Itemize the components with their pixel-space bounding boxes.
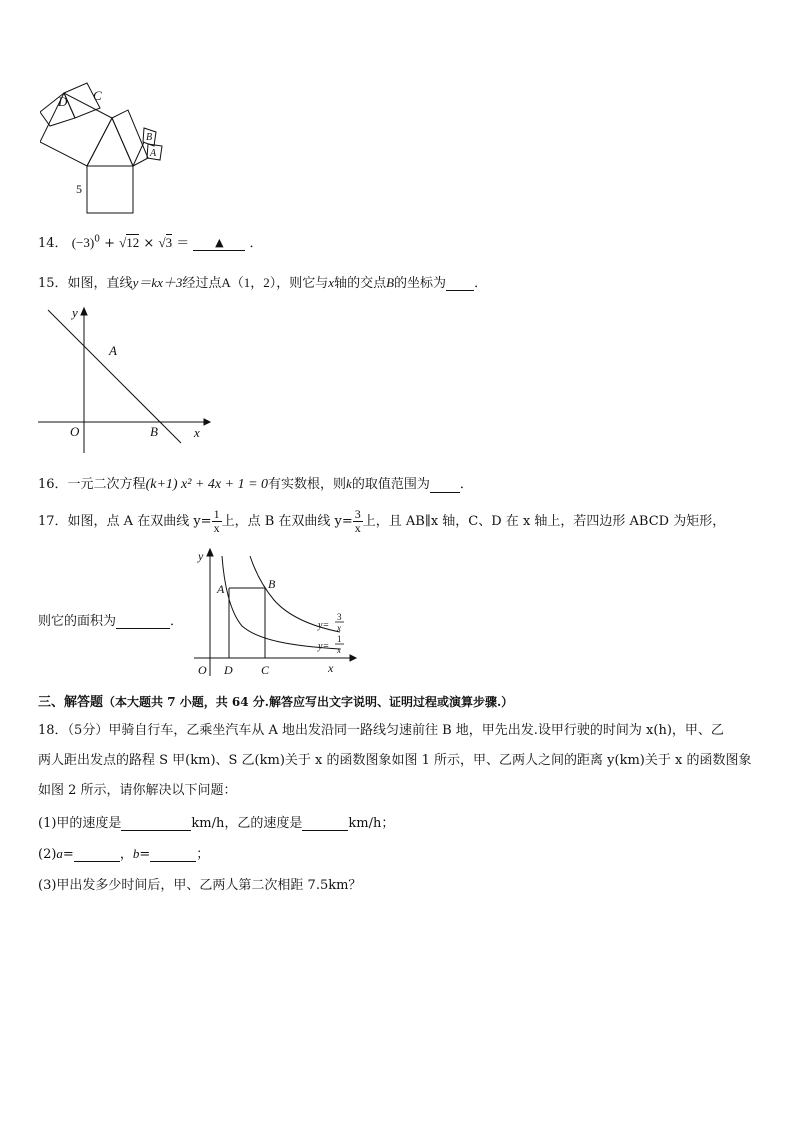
label-d: D	[224, 663, 233, 677]
label-y: y	[72, 305, 78, 320]
question-18-line-1: 18．（5分）甲骑自行车，乙乘坐汽车从 A 地出发沿同一路线匀速前往 B 地，甲先出发.设甲行驶的时间为 x(h)，甲、乙	[38, 723, 724, 738]
section-3-heading	[38, 691, 513, 710]
label-b: B	[268, 577, 276, 591]
question-18-part-2	[38, 843, 209, 862]
q17-number: 17．	[38, 514, 68, 529]
q18-part2-end: ；	[196, 847, 210, 862]
label-a: A	[109, 343, 117, 358]
q17-figure	[190, 548, 365, 680]
q17-text-b: 上，点 B 在双曲线 y=	[221, 514, 353, 529]
q18-comma: ，	[119, 847, 133, 862]
q15-text-b: 经过点	[182, 276, 222, 291]
q15-equation: y＝kx＋3	[132, 275, 183, 290]
label-a: A	[217, 582, 225, 596]
line-y-kx-3	[48, 310, 181, 443]
q15-text-e: 的坐标为	[394, 276, 447, 291]
question-14	[38, 232, 263, 251]
q14-plus: +	[104, 236, 115, 251]
q14-answer-blank: ▲	[193, 235, 245, 251]
curve-y-1-over-x	[222, 556, 340, 649]
q17-text-a: 如图，点 A 在双曲线 y=	[67, 514, 212, 529]
q16-text-b: 有实数根，则	[268, 477, 347, 492]
q14-sqrt3: √3	[158, 235, 173, 250]
curve3-den: x	[337, 623, 341, 633]
q14-equals: ＝	[176, 236, 190, 251]
x-axis-arrow	[350, 655, 356, 661]
square-5	[87, 166, 133, 213]
question-18-part-1	[38, 812, 394, 831]
label-c: C	[93, 88, 102, 103]
label-d: D	[58, 94, 68, 109]
q15-point-a: A（1，2）	[221, 275, 277, 290]
label-a: A	[150, 148, 157, 159]
section-3-title: 三、解答题	[38, 695, 104, 710]
label-o: O	[198, 663, 207, 677]
section-3-note: （本大题共 7 小题，共 64 分.解答应写出文字说明、证明过程或演算步骤.）	[103, 695, 514, 709]
q14-times: ×	[143, 236, 155, 251]
curve1-den: x	[337, 645, 341, 655]
y-axis-arrow	[207, 549, 213, 556]
q14-base: (−3)	[71, 235, 95, 250]
q18-eq-a: =	[62, 847, 74, 862]
q18-part2-label: (2)	[38, 847, 57, 862]
question-17	[38, 508, 725, 535]
question-18-part-3: (3)甲出发多少时间后，甲、乙两人第二次相距 7.5km？	[38, 878, 362, 893]
q18-var-b: b	[132, 846, 140, 861]
q17-end: ．	[170, 614, 184, 629]
label-y: y	[198, 549, 204, 563]
q14-exponent: 0	[94, 234, 100, 245]
q16-end: ．	[459, 477, 473, 492]
label-x: x	[328, 661, 334, 675]
right-triangle	[87, 118, 133, 166]
q16-var-k: k	[346, 476, 352, 491]
q15-point-b: B	[386, 275, 395, 290]
curve3-num: 3	[337, 612, 342, 622]
q18-eq-b: =	[139, 847, 151, 862]
q15-number: 15．	[38, 276, 68, 291]
x-axis-arrow	[204, 419, 210, 425]
q18-blank-b	[150, 861, 196, 862]
q16-number: 16．	[38, 477, 68, 492]
curve1-lhs: y=	[318, 641, 330, 652]
label-x: x	[194, 425, 200, 440]
square-right	[112, 110, 148, 166]
q15-text-d: 轴的交点	[334, 276, 387, 291]
q18-part1-blank-1	[121, 830, 191, 831]
q14-number: 14．	[38, 236, 68, 251]
q13-figure	[40, 80, 175, 220]
label-side-5: 5	[76, 182, 82, 196]
q18-part1-unit-1: km/h，乙的速度是	[191, 816, 303, 831]
q16-text-c: 的取值范围为	[351, 477, 430, 492]
q18-var-a: a	[56, 846, 63, 861]
label-b: B	[146, 132, 153, 143]
q15-text-c: ，则它与	[276, 276, 329, 291]
label-b: B	[150, 424, 158, 439]
question-16	[38, 473, 473, 493]
question-15	[38, 272, 487, 291]
q15-axis: x	[328, 275, 335, 290]
question-18-line-2: 两人距出发点的路程 S 甲(km)、S 乙(km)关于 x 的函数图象如图 1 所示，甲、乙两人之间的距离 y(km)关于 x 的函数图象	[38, 753, 752, 768]
q14-end: ．	[249, 236, 263, 251]
q14-sqrt12: √12	[119, 235, 140, 250]
q17-frac-3-over-x: $\frac{3}{x}$	[354, 507, 361, 535]
question-18-line-3: 如图 2 所示，请你解决以下问题：	[38, 783, 237, 798]
q15-figure	[36, 305, 216, 455]
label-o: O	[70, 424, 80, 439]
q18-part1-blank-2	[302, 830, 348, 831]
curve1-num: 1	[337, 634, 342, 644]
q18-part1-unit-2: km/h；	[348, 816, 395, 831]
q16-text-a: 一元二次方程	[67, 477, 146, 492]
q17-text-d: 则它的面积为	[38, 614, 117, 629]
q15-text-a: 如图，直线	[67, 276, 133, 291]
question-17-line-2	[38, 610, 183, 629]
q15-end: ．	[474, 276, 488, 291]
q16-answer-blank	[430, 492, 460, 493]
q17-answer-blank	[116, 628, 170, 629]
q15-answer-blank	[446, 290, 474, 291]
q18-part1-label: (1)甲的速度是	[38, 816, 122, 831]
curve3-lhs: y=	[318, 620, 330, 631]
q16-equation: (k+1) x² + 4x + 1 = 0	[145, 477, 269, 492]
y-axis-arrow	[81, 308, 87, 315]
q17-text-c: 上，且 AB∥x 轴，C、D 在 x 轴上，若四边形 ABCD 为矩形，	[362, 514, 726, 529]
label-c: C	[261, 663, 270, 677]
q17-frac-1-over-x: $\frac{1}{x}$	[213, 507, 220, 535]
q18-blank-a	[74, 861, 120, 862]
